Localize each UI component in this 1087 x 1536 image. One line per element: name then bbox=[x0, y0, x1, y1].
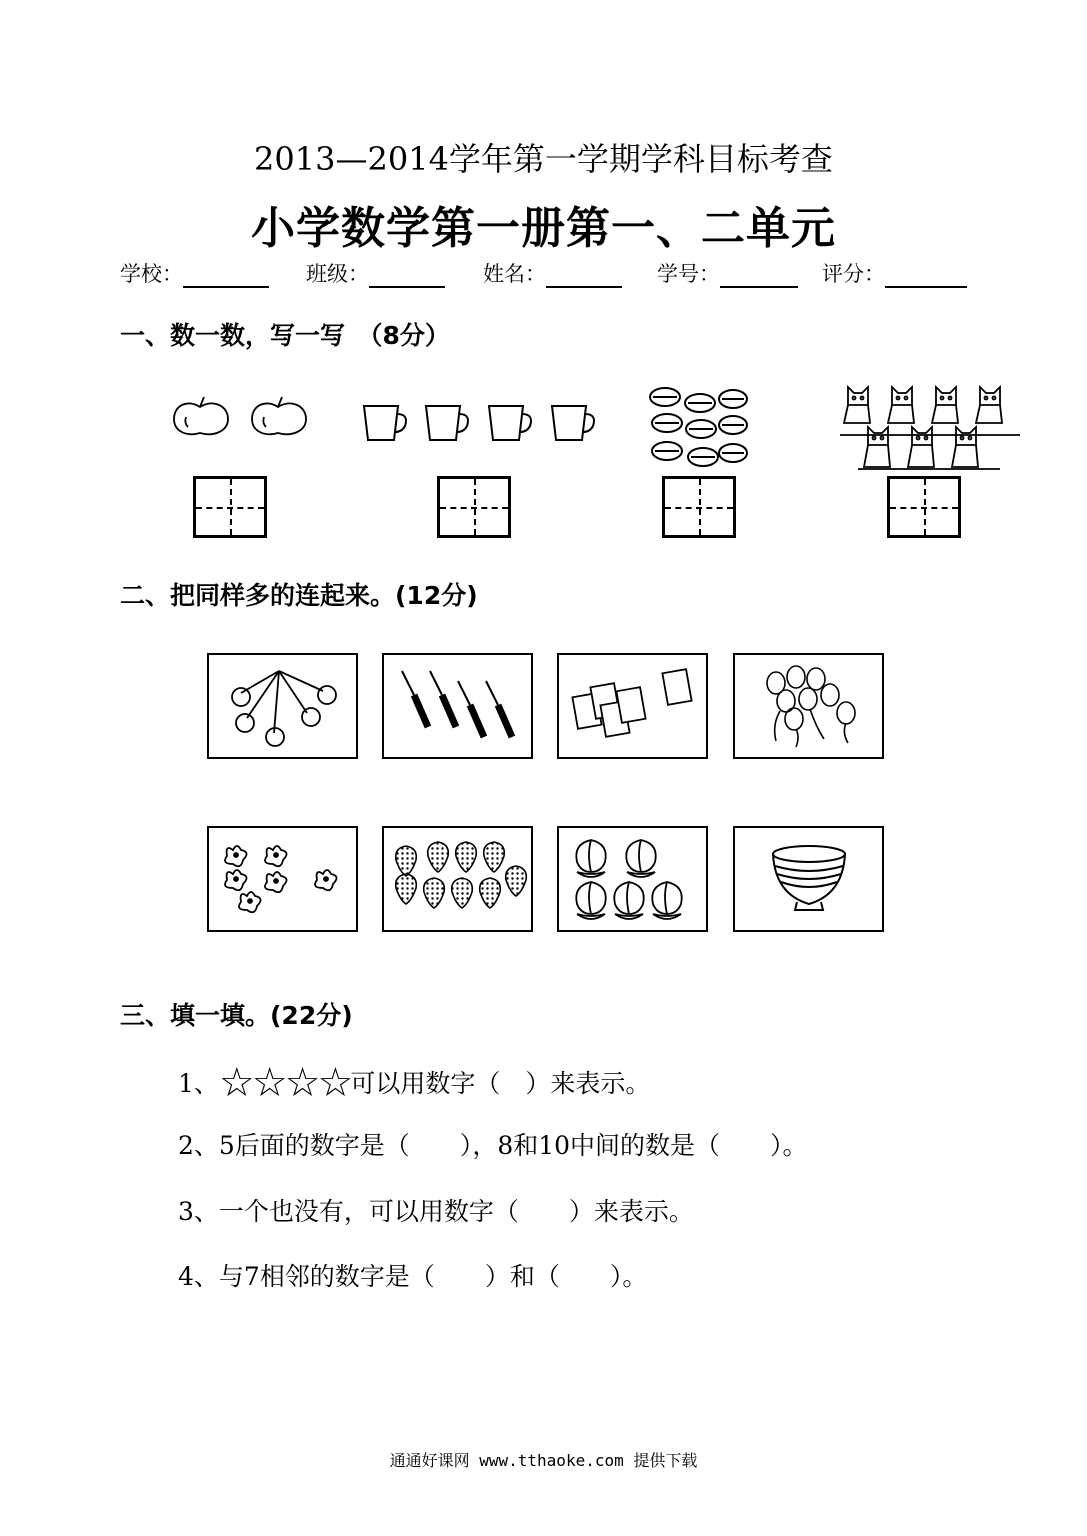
answer-box-beans[interactable] bbox=[662, 476, 736, 538]
exam-title: 小学数学第一册第一、二单元 bbox=[251, 203, 836, 254]
score-blank[interactable] bbox=[885, 264, 967, 288]
flowers-icon bbox=[219, 838, 344, 918]
school-blank[interactable] bbox=[183, 264, 269, 288]
school-label: 学校： bbox=[120, 262, 183, 286]
stars-icon: ☆☆☆☆ bbox=[218, 1060, 351, 1106]
question-1 bbox=[178, 1060, 650, 1106]
cups-picture bbox=[360, 402, 600, 444]
cherries-icon bbox=[219, 663, 344, 748]
picture-card-flowers[interactable] bbox=[207, 826, 358, 932]
name-blank[interactable] bbox=[546, 264, 622, 288]
class-field bbox=[306, 258, 445, 288]
bowl-icon bbox=[769, 842, 849, 917]
exam-subtitle: 2013—2014学年第一学期学科目标考查 bbox=[254, 140, 833, 178]
answer-box-cats[interactable] bbox=[887, 476, 961, 538]
score-field bbox=[822, 258, 967, 288]
strawberries-icon bbox=[390, 836, 525, 921]
picture-card-strawberries[interactable] bbox=[382, 826, 533, 932]
answer-box-cups[interactable] bbox=[437, 476, 511, 538]
picture-card-knives[interactable] bbox=[382, 653, 533, 759]
footer-credit: 通通好课网 www.tthaoke.com 提供下载 bbox=[389, 1451, 698, 1470]
books-icon bbox=[567, 665, 697, 745]
question-1-text: 可以用数字（ ）来表示。 bbox=[350, 1069, 651, 1098]
name-label: 姓名： bbox=[483, 262, 546, 286]
cats-picture bbox=[840, 383, 1020, 473]
name-field bbox=[483, 258, 622, 288]
section-2-title: 二、把同样多的连起来。(12分) bbox=[120, 581, 478, 610]
student-number-label: 学号： bbox=[657, 262, 720, 286]
answer-box-apples[interactable] bbox=[193, 476, 267, 538]
balloons-icon bbox=[760, 663, 860, 751]
score-label: 评分： bbox=[822, 262, 885, 286]
class-label: 班级： bbox=[306, 262, 369, 286]
question-3: 3、一个也没有，可以用数字（ ）来表示。 bbox=[178, 1197, 694, 1226]
peaches-icon bbox=[567, 834, 697, 922]
question-4: 4、与7相邻的数字是（ ）和（ ）。 bbox=[178, 1262, 648, 1291]
student-number-blank[interactable] bbox=[720, 264, 798, 288]
class-blank[interactable] bbox=[369, 264, 445, 288]
picture-card-books[interactable] bbox=[557, 653, 708, 759]
section-3-title: 三、填一填。(22分) bbox=[120, 1001, 353, 1030]
question-2: 2、5后面的数字是（ ），8和10中间的数是（ ）。 bbox=[178, 1131, 808, 1160]
picture-card-cherries[interactable] bbox=[207, 653, 358, 759]
picture-card-peaches[interactable] bbox=[557, 826, 708, 932]
school-field bbox=[120, 258, 269, 288]
picture-card-balloons[interactable] bbox=[733, 653, 884, 759]
student-number-field bbox=[657, 258, 798, 288]
knives-icon bbox=[394, 665, 519, 745]
question-1-number: 1、 bbox=[178, 1069, 219, 1098]
section-1-title: 一、数一数，写一写 （8分） bbox=[120, 321, 450, 350]
beans-picture bbox=[645, 385, 750, 473]
apples-picture bbox=[170, 395, 310, 440]
picture-card-bowl[interactable] bbox=[733, 826, 884, 932]
